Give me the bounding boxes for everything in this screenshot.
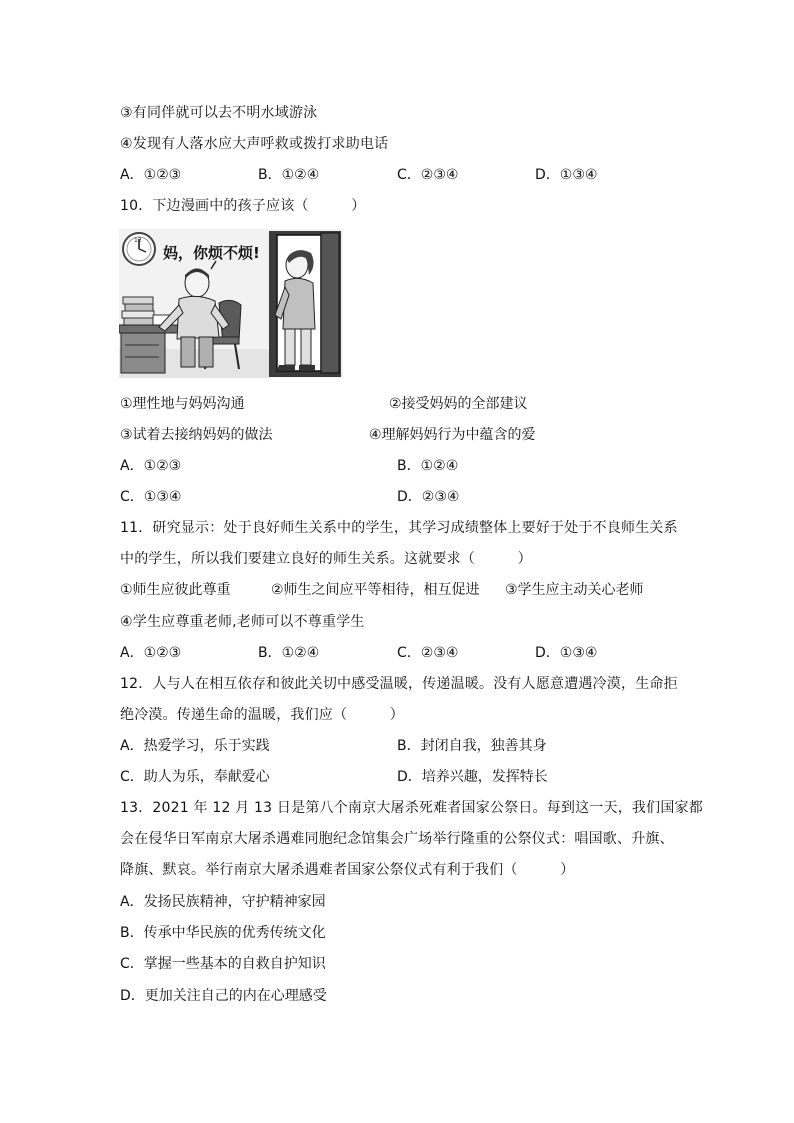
q11-option-c: C．②③④: [397, 645, 459, 661]
q11-stem-line-2: 中的学生，所以我们要建立良好的师生关系。这就要求（ ）: [120, 551, 532, 567]
q11-item-2: ②师生之间应平等相待，相互促进: [271, 582, 480, 598]
q10-item-2: ②接受妈妈的全部建议: [389, 396, 528, 412]
q13-stem-line-1: 13．2021 年 12 月 13 日是第八个南京大屠杀死难者国家公祭日。每到这一天，我们国家都: [120, 800, 703, 816]
clock-number: 12: [134, 237, 142, 244]
q11-option-a: A．①②③: [120, 645, 182, 661]
q12-stem-line-1: 12．人与人在相互依存和彼此关切中感受温暖，传递温暖。没有人愿意遭遇冷漠，生命拒: [120, 676, 678, 692]
q12-option-b: B．封闭自我，独善其身: [397, 738, 547, 754]
q10-option-a: A．①②③: [120, 458, 182, 474]
speech-bubble-text: 妈，你烦不烦!: [163, 244, 260, 262]
cartoon-image: [119, 229, 343, 378]
q13-option-d: D．更加关注自己的内在心理感受: [120, 988, 327, 1004]
q9-option-b: B．①②④: [258, 167, 320, 183]
q11-item-3: ③学生应主动关心老师: [505, 582, 644, 598]
q10-item-1: ①理性地与妈妈沟通: [120, 396, 245, 412]
q13-option-b: B．传承中华民族的优秀传统文化: [120, 925, 326, 941]
q11-option-d: D．①③④: [535, 645, 598, 661]
q10-item-3: ③试着去接纳妈妈的做法: [120, 427, 273, 443]
q10-item-4: ④理解妈妈行为中蕴含的爱: [369, 427, 536, 443]
q11-item-1: ①师生应彼此尊重: [120, 582, 231, 598]
q12-option-d: D．培养兴趣，发挥特长: [397, 769, 548, 785]
q13-stem-line-2: 会在侵华日军南京大屠杀遇难同胞纪念馆集会广场举行隆重的公祭仪式：唱国歌、升旗、: [120, 831, 674, 847]
q13-option-a: A．发扬民族精神，守护精神家园: [120, 894, 326, 910]
q13-option-c: C．掌握一些基本的自救自护知识: [120, 956, 326, 972]
q12-stem-line-2: 绝冷漠。传递生命的温暖，我们应（ ）: [120, 707, 404, 723]
q9-item-3: ③有同伴就可以去不明水域游泳: [120, 105, 318, 121]
q12-option-c: C．助人为乐，奉献爱心: [120, 769, 270, 785]
q11-item-4: ④学生应尊重老师,老师可以不尊重学生: [120, 614, 365, 630]
q10-option-d: D．②③④: [397, 489, 460, 505]
q11-option-b: B．①②④: [258, 645, 320, 661]
q13-stem-line-3: 降旗、默哀。举行南京大屠杀遇难者国家公祭仪式有利于我们（ ）: [120, 862, 575, 878]
q11-stem-line-1: 11．研究显示：处于良好师生关系中的学生，其学习成绩整体上要好于处于不良师生关系: [120, 520, 678, 536]
q9-option-a: A．①②③: [120, 167, 182, 183]
q9-option-c: C．②③④: [397, 167, 459, 183]
q10-option-c: C．①③④: [120, 489, 182, 505]
q10-option-b: B．①②④: [397, 458, 459, 474]
q12-option-a: A．热爱学习，乐于实践: [120, 738, 270, 754]
clock-icon: [123, 233, 155, 265]
q9-option-d: D．①③④: [535, 167, 598, 183]
q9-item-4: ④发现有人落水应大声呼救或拨打求助电话: [120, 136, 389, 152]
q10-stem: 10．下边漫画中的孩子应该（ ）: [120, 198, 366, 214]
